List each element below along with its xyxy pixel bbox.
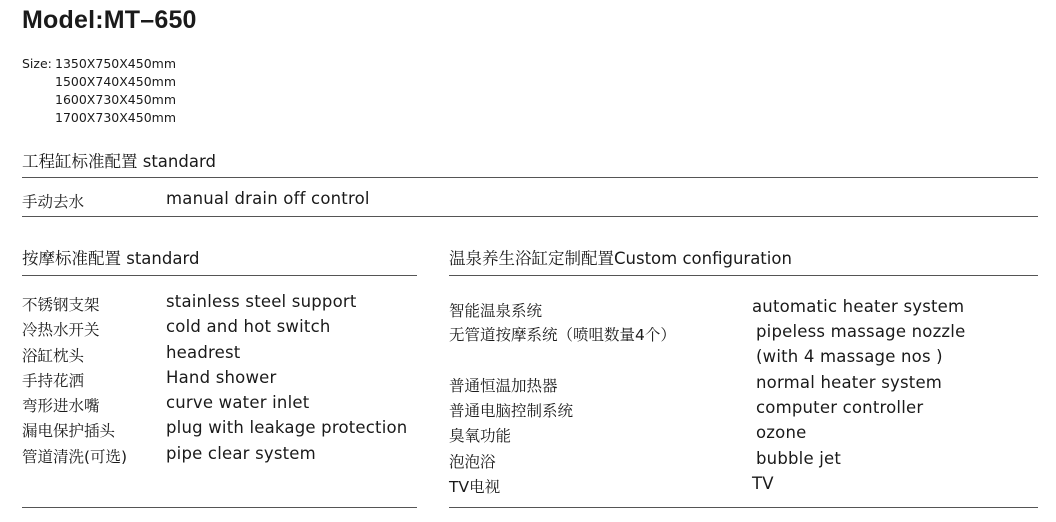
engineering-item-zh: 手动去水 xyxy=(22,193,85,211)
section-divider xyxy=(22,177,1038,178)
custom-item-en: ozone xyxy=(756,423,807,442)
size-value: 1500X740X450mm xyxy=(55,74,177,89)
massage-item-zh: 不锈钢支架 xyxy=(22,296,100,314)
massage-item-zh: 手持花洒 xyxy=(22,372,85,390)
model-title: Model:MT–650 xyxy=(22,6,197,34)
custom-item-en-continued: (with 4 massage nos ) xyxy=(756,347,943,366)
massage-item-zh: 漏电保护插头 xyxy=(22,422,116,440)
massage-item-en: headrest xyxy=(166,343,241,362)
size-value: 1600X730X450mm xyxy=(55,92,177,107)
massage-item-en: plug with leakage protection xyxy=(166,418,408,437)
custom-item-zh: 臭氧功能 xyxy=(449,427,512,445)
custom-item-zh: 智能温泉系统 xyxy=(449,302,543,320)
massage-item-zh: 弯形进水嘴 xyxy=(22,397,100,415)
massage-heading: 按摩标准配置 standard xyxy=(22,249,200,268)
massage-item-zh: 管道清洗(可选) xyxy=(22,448,128,466)
section-divider xyxy=(22,216,1038,217)
engineering-heading: 工程缸标准配置 standard xyxy=(22,152,216,171)
massage-item-en: pipe clear system xyxy=(166,444,316,463)
massage-item-zh: 冷热水开关 xyxy=(22,321,100,339)
custom-item-zh: 泡泡浴 xyxy=(449,453,496,471)
custom-item-zh: TV电视 xyxy=(449,478,501,496)
section-divider xyxy=(22,275,417,276)
section-divider xyxy=(449,275,1038,276)
size-value: 1700X730X450mm xyxy=(55,110,177,125)
custom-item-en: automatic heater system xyxy=(752,297,965,316)
section-divider xyxy=(22,507,417,508)
custom-item-en: normal heater system xyxy=(756,373,943,392)
custom-heading: 温泉养生浴缸定制配置Custom configuration xyxy=(449,249,792,268)
size-label: Size: xyxy=(22,56,52,71)
massage-item-en: curve water inlet xyxy=(166,393,310,412)
engineering-item-en: manual drain off control xyxy=(166,189,370,208)
custom-item-en: bubble jet xyxy=(756,449,842,468)
size-value: 1350X750X450mm xyxy=(55,56,177,71)
massage-item-en: Hand shower xyxy=(166,368,277,387)
massage-item-en: cold and hot switch xyxy=(166,317,331,336)
custom-item-en: TV xyxy=(752,474,774,493)
custom-item-zh: 无管道按摩系统（喷咀数量4个） xyxy=(449,326,676,344)
section-divider xyxy=(449,507,1038,508)
custom-item-en: pipeless massage nozzle xyxy=(756,322,966,341)
massage-item-zh: 浴缸枕头 xyxy=(22,347,85,365)
custom-item-zh: 普通恒温加热器 xyxy=(449,377,558,395)
custom-item-zh: 普通电脑控制系统 xyxy=(449,402,574,420)
massage-item-en: stainless steel support xyxy=(166,292,357,311)
custom-item-en: computer controller xyxy=(756,398,924,417)
